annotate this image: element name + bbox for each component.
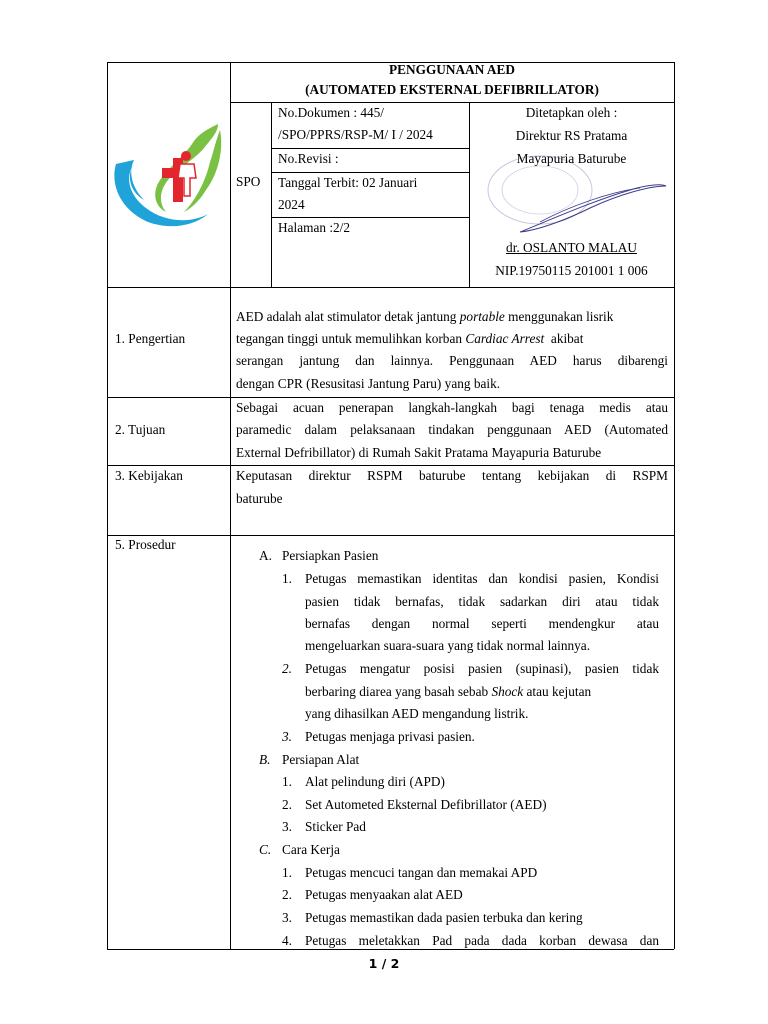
spo-label: SPO (236, 174, 261, 189)
table-border-left (107, 62, 108, 949)
page-count: Halaman :2/2 (278, 220, 351, 235)
revision-number: No.Revisi : (278, 151, 339, 166)
prosedur-a2-line2: berbaring diarea yang basah sebab Shock atau kejutan (305, 684, 592, 699)
pengertian-line1: AED adalah alat stimulator detak jantung portable menggunakan lisrik (236, 309, 614, 324)
table-border-bottom (107, 949, 674, 950)
logo-person-head (181, 151, 191, 161)
prosedur-b-marker: B. (259, 752, 271, 767)
prosedur-b1: Alat pelindung diri (APD) (305, 774, 445, 789)
prosedur-a2-line1: Petugas mengatur posisi pasien (supinasi), pasien tidak (305, 661, 659, 676)
prosedur-a-title: Persiapkan Pasien (282, 548, 379, 563)
prosedur-c3: Petugas memastikan dada pasien terbuka dan kering (305, 910, 583, 925)
document-page: PENGGUNAAN AED (AUTOMATED EKSTERNAL DEFIBRILLATOR) SPO No.Dokumen : 445/ /SPO/PPRS/RSP-M/ I / 2024 No.Revisi : Tanggal Terbit: 02 Januari 2024 Halaman :2/2 Ditetapkan oleh : Direktur RS Pratama Mayapuria Baturube dr. OSLANTO MALAU NIP.19750115 201001 1 006 1. Pengertian AED adalah alat stimulator detak jantung portable menggunakan lisrik tegangan tinggi untuk memulihkan korban Cardiac Arrest akibat serangan jantung dan lainnya. Penggunaan AED harus dibarengi dengan CPR (Resusitasi Jantung Paru) yang baik. 2. Tujuan Sebagai acuan penerapan langkah-langkah bagi tenaga medis atau paramedic dalam pelaksanaan tindakan penggunaan AED (Automated External Defribillator) di Rumah Sakit Pratama Mayapuria Baturube 3. Kebijakan Keputasan direktur RSPM baturube tentang kebijakan di RSPM baturube 5. Prosedur A. Persiapkan Pasien 1. Petugas memastikan identitas dan kondisi pasien, Kondisi pasien tidak bernafas, tidak sadarkan diri atau tidak bernafas dengan normal seperti mendengkur atau mengeluarkan suara-suara yang tidak normal lainnya. 2. Petugas mengatur posisi pasien (supinasi), pasien tidak berbaring diarea yang basah sebab Shock atau kejutan yang dihasilkan AED mengandung listrik. 3. Petugas menjaga privasi pasien. B. Persiapan Alat 1. Alat pelindung diri (APD) 2. Set Autometed Eksternal Defibrillator (AED) 3. Sticker Pad C. Cara Kerja 1. Petugas mencuci tangan dan memakai APD 2. Petugas menyaakan alat AED 3. Petugas memastikan dada pasien terbuka dan kering 4. Petugas meletakkan Pad pada dada korban dewasa dan 1 / 2 (0, 0, 768, 1024)
signer-name: dr. OSLANTO MALAU (506, 240, 637, 255)
doc-title-line2: (AUTOMATED EKSTERNAL DEFIBRILLATOR) (305, 82, 599, 97)
page-number: 1 / 2 (368, 956, 400, 971)
issue-date-line2: 2024 (278, 197, 305, 212)
kebijakan-line1: Keputasan direktur RSPM baturube tentang kebijakan di RSPM (236, 468, 668, 483)
prosedur-b2: Set Autometed Eksternal Defibrillator (AED) (305, 797, 547, 812)
prosedur-a2-line3: yang dihasilkan AED mengandung listrik. (305, 706, 529, 721)
hospital-logo (110, 120, 228, 232)
section-label-kebijakan: 3. Kebijakan (115, 468, 183, 483)
doc-number-line1: No.Dokumen : 445/ (278, 105, 384, 120)
tujuan-line2: paramedic dalam pelaksanaan tindakan penggunaan AED (Automated (236, 422, 668, 437)
prosedur-a1-line3: bernafas dengan normal seperti mendengkur atau (305, 616, 659, 631)
prosedur-a-marker: A. (259, 548, 272, 563)
prosedur-a1-line2: pasien tidak bernafas, tidak sadarkan diri atau tidak (305, 594, 659, 609)
prosedur-a1-line4: mengeluarkan suara-suara yang tidak normal lainnya. (305, 638, 591, 653)
signature (520, 185, 666, 232)
pengertian-line3: serangan jantung dan lainnya. Penggunaan AED harus dibarengi (236, 353, 668, 368)
section-label-pengertian: 1. Pengertian (115, 331, 186, 346)
pengertian-line4: dengan CPR (Resusitasi Jantung Paru) yang baik. (236, 376, 501, 391)
prosedur-c-marker: C. (259, 842, 272, 857)
table-border-right (674, 62, 675, 949)
director-title-line1: Direktur RS Pratama (515, 128, 628, 143)
prosedur-a1-line1: Petugas memastikan identitas dan kondisi pasien, Kondisi (305, 571, 659, 586)
doc-number-line2: /SPO/PPRS/RSP-M/ I / 2024 (278, 127, 433, 142)
issue-date-line1: Tanggal Terbit: 02 Januari (278, 175, 418, 190)
kebijakan-line2: baturube (236, 491, 283, 506)
tujuan-line1: Sebagai acuan penerapan langkah-langkah bagi tenaga medis atau (236, 400, 668, 415)
prosedur-c1: Petugas mencuci tangan dan memakai APD (305, 865, 538, 880)
tujuan-line3: External Defribillator) di Rumah Sakit Pratama Mayapuria Baturube (236, 445, 602, 460)
prosedur-b3: Sticker Pad (305, 819, 366, 834)
prosedur-c2: Petugas menyaakan alat AED (305, 887, 463, 902)
approved-by: Ditetapkan oleh : (525, 105, 618, 120)
prosedur-a3: Petugas menjaga privasi pasien. (305, 729, 475, 744)
prosedur-c4: Petugas meletakkan Pad pada dada korban dewasa dan (305, 933, 659, 948)
doc-title-line1: PENGGUNAAN AED (389, 62, 515, 77)
pengertian-line2: tegangan tinggi untuk memulihkan korban Cardiac Arrest akibat (236, 331, 584, 346)
director-title-line2: Mayapuria Baturube (516, 151, 627, 166)
section-label-prosedur: 5. Prosedur (115, 537, 176, 552)
signer-nip: NIP.19750115 201001 1 006 (495, 263, 648, 278)
prosedur-b-title: Persiapan Alat (282, 752, 360, 767)
section-label-tujuan: 2. Tujuan (115, 422, 166, 437)
prosedur-c-title: Cara Kerja (282, 842, 340, 857)
